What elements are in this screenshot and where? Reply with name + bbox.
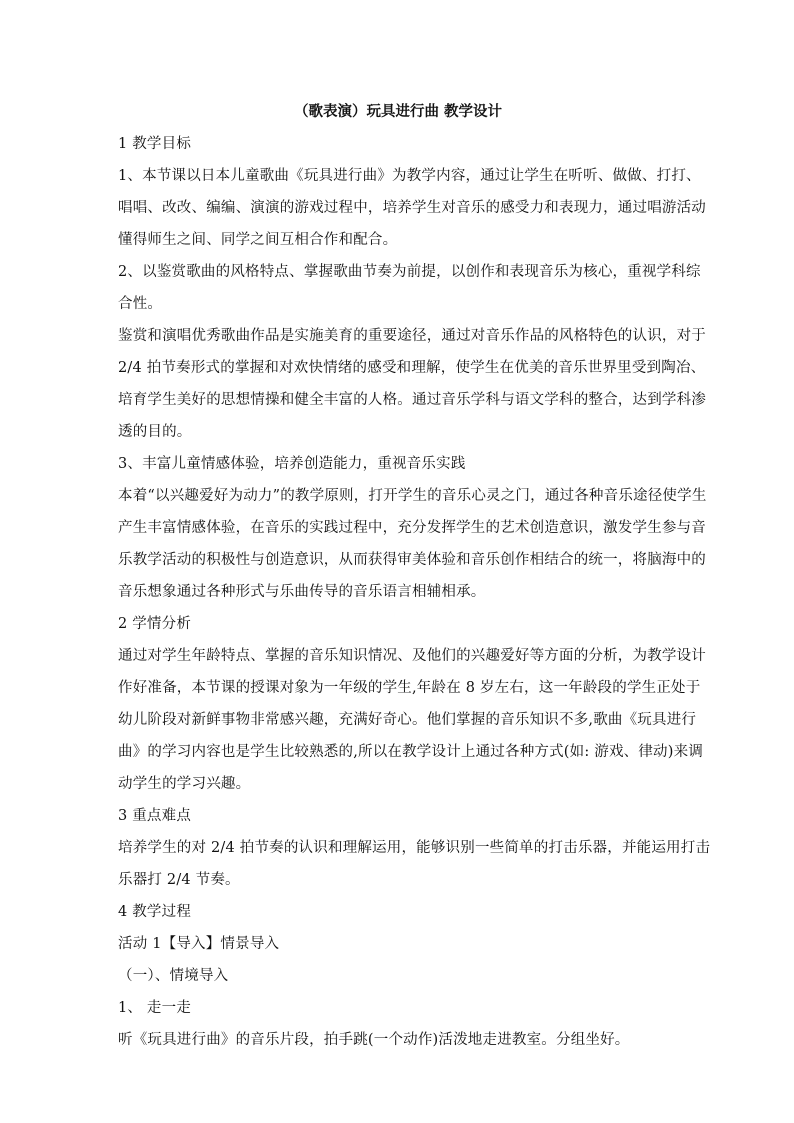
paragraph-line: 鉴赏和演唱优秀歌曲作品是实施美育的重要途径，通过对音乐作品的风格特色的认识，对于 bbox=[118, 328, 706, 344]
paragraph-line: 合性。 bbox=[118, 296, 163, 312]
heading-key-points: 3 重点难点 bbox=[118, 808, 192, 824]
subsection-heading: （一）、情境导入 bbox=[118, 968, 229, 984]
activity-heading: 活动 1【导入】情景导入 bbox=[118, 936, 280, 952]
paragraph-line: 本着“以兴趣爱好为动力”的教学原则，打开学生的音乐心灵之门，通过各种音乐途径使学生 bbox=[118, 488, 707, 504]
paragraph-line: 2/4 拍节奏形式的掌握和对欢快情绪的感受和理解，使学生在优美的音乐世界里受到陶冶、 bbox=[118, 360, 706, 376]
document-title: （歌表演）玩具进行曲 教学设计 bbox=[293, 103, 503, 120]
paragraph-line: 透的目的。 bbox=[118, 424, 192, 440]
paragraph-line: 2、以鉴赏歌曲的风格特点、掌握歌曲节奏为前提，以创作和表现音乐为核心，重视学科综 bbox=[118, 264, 701, 280]
paragraph-line: 乐器打 2/4 节奏。 bbox=[118, 872, 240, 888]
heading-teaching-goals: 1 教学目标 bbox=[118, 136, 192, 152]
heading-teaching-process: 4 教学过程 bbox=[118, 904, 192, 920]
paragraph-line: 动学生的学习兴趣。 bbox=[118, 776, 251, 792]
paragraph-line: 1、本节课以日本儿童歌曲《玩具进行曲》为教学内容，通过让学生在听听、做做、打打、 bbox=[118, 168, 701, 184]
paragraph-line: 产生丰富情感体验，在音乐的实践过程中，充分发挥学生的艺术创造意识，激发学生参与音 bbox=[118, 520, 706, 536]
paragraph-line: 曲》的学习内容也是学生比较熟悉的,所以在教学设计上通过各种方式(如: 游戏、律动)来调 bbox=[118, 744, 704, 760]
paragraph-line: 懂得师生之间、同学之间互相合作和配合。 bbox=[118, 232, 398, 248]
paragraph-line: 通过对学生年龄特点、掌握的音乐知识情况、及他们的兴趣爱好等方面的分析，为教学设计 bbox=[118, 648, 706, 664]
paragraph-line: 音乐想象通过各种形式与乐曲传导的音乐语言相辅相承。 bbox=[118, 584, 486, 600]
paragraph-line: 乐教学活动的积极性与创造意识，从而获得审美体验和音乐创作相结合的统一，将脑海中的 bbox=[118, 552, 706, 568]
paragraph-line: 3、丰富儿童情感体验，培养创造能力，重视音乐实践 bbox=[118, 456, 466, 472]
paragraph-line: 作好准备，本节课的授课对象为一年级的学生,年龄在 8 岁左右，这一年龄段的学生正处于 bbox=[118, 680, 701, 696]
paragraph-line: 培育学生美好的思想情操和健全丰富的人格。通过音乐学科与语文学科的整合，达到学科渗 bbox=[118, 392, 706, 408]
paragraph-line: 唱唱、改改、编编、演演的游戏过程中，培养学生对音乐的感受力和表现力，通过唱游活动 bbox=[118, 200, 706, 216]
list-item: 1、 走一走 bbox=[118, 1000, 192, 1016]
paragraph-line: 培养学生的对 2/4 拍节奏的认识和理解运用，能够识别一些简单的打击乐器，并能运用打击 bbox=[118, 840, 711, 856]
paragraph-line: 幼儿阶段对新鲜事物非常感兴趣，充满好奇心。他们掌握的音乐知识不多,歌曲《玩具进行 bbox=[118, 712, 697, 728]
paragraph-line: 听《玩具进行曲》的音乐片段，拍手跳(一个动作)活泼地走进教室。分组坐好。 bbox=[118, 1032, 630, 1048]
heading-student-analysis: 2 学情分析 bbox=[118, 616, 192, 632]
